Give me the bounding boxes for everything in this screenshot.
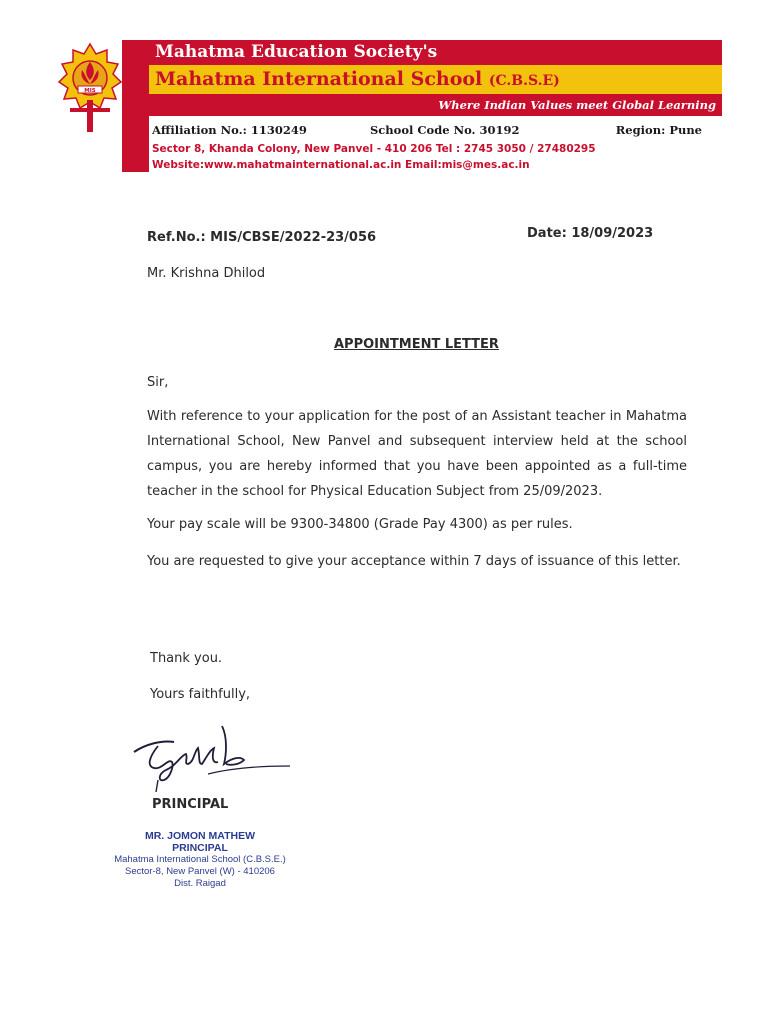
principal-stamp bbox=[100, 830, 300, 890]
stamp-school: Mahatma International School (C.B.S.E.) bbox=[114, 854, 286, 865]
reference-number: Ref.No.: MIS/CBSE/2022-23/056 bbox=[147, 230, 377, 245]
body-paragraph-acceptance: You are requested to give your acceptance within 7 days of issuance of this letter. bbox=[147, 554, 681, 569]
board-label: (C.B.S.E) bbox=[488, 73, 560, 89]
body-paragraph-pay-scale: Your pay scale will be 9300-34800 (Grade Pay 4300) as per rules. bbox=[147, 517, 573, 532]
thank-you-line: Thank you. bbox=[150, 651, 223, 666]
stamp-name: MR. JOMON MATHEW bbox=[144, 830, 256, 842]
school-emblem-icon bbox=[56, 42, 124, 134]
stamp-district: Dist. Raigad bbox=[174, 878, 226, 889]
addressee-name: Mr. Krishna Dhilod bbox=[147, 266, 266, 281]
society-name: Mahatma Education Society's bbox=[149, 40, 722, 65]
signatory-title: PRINCIPAL bbox=[152, 797, 229, 812]
school-address: Sector 8, Khanda Colony, New Panvel - 410 206 Tel : 2745 3050 / 27480295 bbox=[152, 143, 596, 155]
school-motto: Where Indian Values meet Global Learning bbox=[149, 94, 722, 116]
letter-date: Date: 18/09/2023 bbox=[527, 226, 654, 241]
stamp-title: PRINCIPAL bbox=[172, 842, 228, 854]
letter-subject: APPOINTMENT LETTER bbox=[334, 337, 499, 352]
principal-signature-icon bbox=[128, 722, 293, 792]
letterhead-left-bar bbox=[122, 40, 149, 172]
salutation: Sir, bbox=[147, 375, 169, 390]
body-paragraph-appointment: With reference to your application for the post of an Assistant teacher in Mahatma International School, New Panvel and subsequent interview held at the school campus, you are hereby informed that you have been appointed as a full-time teacher in the school for Physical Education Subject from 25/09/2023. bbox=[147, 409, 687, 499]
school-name: Mahatma International School bbox=[155, 68, 483, 90]
closing-line: Yours faithfully, bbox=[150, 687, 251, 702]
region: Region: Pune bbox=[615, 123, 702, 137]
school-code: School Code No. 30192 bbox=[370, 123, 520, 137]
school-name-band bbox=[149, 65, 722, 94]
school-web-email: Website:www.mahatmainternational.ac.in Email:mis@mes.ac.in bbox=[152, 159, 530, 171]
stamp-address: Sector-8, New Panvel (W) - 410206 bbox=[125, 866, 275, 877]
emblem-text: MIS bbox=[84, 88, 96, 94]
affiliation-number: Affiliation No.: 1130249 bbox=[152, 123, 307, 137]
